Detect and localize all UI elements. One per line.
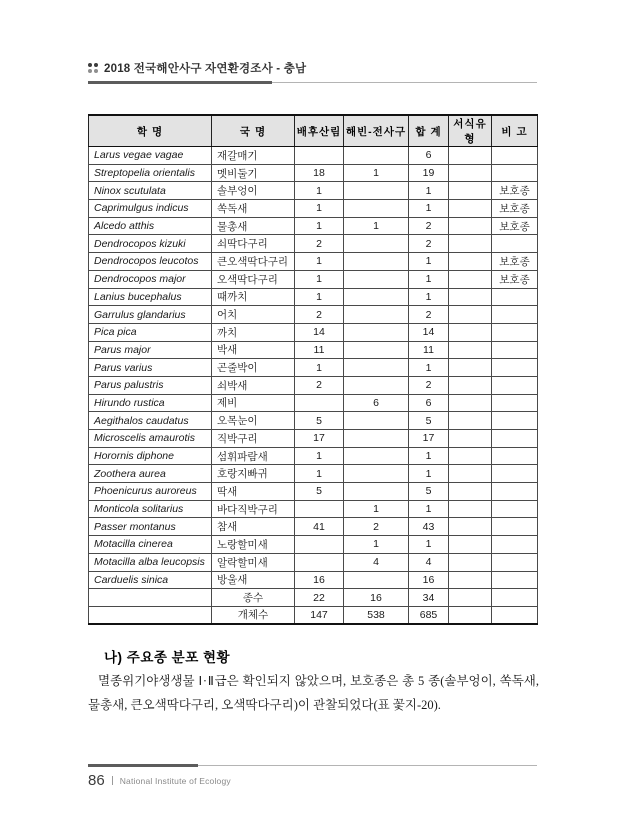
cell-note	[492, 394, 538, 412]
cell-korean-name: 재갈매기	[212, 147, 295, 165]
cell-total-count: 2	[409, 306, 449, 324]
cell-korean-name: 노랑할미새	[212, 536, 295, 554]
cell-habitat-type	[449, 536, 492, 554]
cell-back-forest-count	[295, 147, 344, 165]
cell-total-count: 19	[409, 164, 449, 182]
cell-scientific-name: Caprimulgus indicus	[89, 200, 212, 218]
section-heading: 나) 주요종 분포 현황	[104, 650, 231, 665]
cell-habitat-type	[449, 376, 492, 394]
cell-beach-foredune-count	[344, 465, 409, 483]
cell-korean-name: 솔부엉이	[212, 182, 295, 200]
cell-total-count: 14	[409, 323, 449, 341]
table-row	[89, 412, 538, 430]
cell-korean-name: 방울새	[212, 571, 295, 589]
cell-scientific-name: Motacilla cinerea	[89, 536, 212, 554]
cell-total-count: 1	[409, 359, 449, 377]
cell-scientific-name: Parus palustris	[89, 376, 212, 394]
table-row	[89, 518, 538, 536]
cell-scientific-name: Ninox scutulata	[89, 182, 212, 200]
cell-beach-foredune-count: 4	[344, 553, 409, 571]
cell-note	[492, 447, 538, 465]
cell-habitat-type	[449, 341, 492, 359]
cell-korean-name: 쇠박새	[212, 376, 295, 394]
cell-habitat-type	[449, 430, 492, 448]
cell-back-forest-count	[295, 536, 344, 554]
table-row	[89, 164, 538, 182]
page-footer	[88, 772, 231, 789]
cell-beach-foredune-count	[344, 235, 409, 253]
cell-scientific-name: Pica pica	[89, 323, 212, 341]
cell-scientific-name: Dendrocopos major	[89, 270, 212, 288]
table-row	[89, 200, 538, 218]
cell-note	[492, 430, 538, 448]
cell-total-count: 1	[409, 288, 449, 306]
cell-note	[492, 412, 538, 430]
cell-note	[492, 359, 538, 377]
cell-back-forest-count: 2	[295, 306, 344, 324]
cell-blank	[89, 606, 212, 624]
cell-note	[492, 465, 538, 483]
cell-beach-foredune-count	[344, 483, 409, 501]
cell-habitat-type	[449, 359, 492, 377]
cell-total-count: 34	[409, 589, 449, 607]
cell-beach-foredune-count	[344, 341, 409, 359]
cell-habitat-type	[449, 253, 492, 271]
cell-habitat-type	[449, 606, 492, 624]
cell-back-forest-count: 1	[295, 465, 344, 483]
cell-korean-name: 때까치	[212, 288, 295, 306]
cell-back-forest-count: 2	[295, 235, 344, 253]
header-rule	[88, 81, 537, 84]
cell-total-count: 1	[409, 500, 449, 518]
table-row	[89, 253, 538, 271]
cell-scientific-name: Passer montanus	[89, 518, 212, 536]
cell-note	[492, 536, 538, 554]
table-row	[89, 536, 538, 554]
col-header-total: 합 계	[409, 115, 449, 147]
cell-scientific-name: Parus varius	[89, 359, 212, 377]
cell-scientific-name: Hirundo rustica	[89, 394, 212, 412]
cell-total-count: 685	[409, 606, 449, 624]
cell-habitat-type	[449, 500, 492, 518]
cell-summary-label: 개체수	[212, 606, 295, 624]
table-row	[89, 147, 538, 165]
cell-korean-name: 직박구리	[212, 430, 295, 448]
cell-scientific-name: Microscelis amaurotis	[89, 430, 212, 448]
cell-note	[492, 483, 538, 501]
cell-note	[492, 288, 538, 306]
cell-scientific-name: Alcedo atthis	[89, 217, 212, 235]
cell-back-forest-count: 16	[295, 571, 344, 589]
cell-habitat-type	[449, 465, 492, 483]
cell-back-forest-count: 11	[295, 341, 344, 359]
cell-scientific-name: Parus major	[89, 341, 212, 359]
cell-scientific-name: Streptopelia orientalis	[89, 164, 212, 182]
table-row	[89, 217, 538, 235]
cell-blank	[89, 589, 212, 607]
cell-korean-name: 박새	[212, 341, 295, 359]
cell-beach-foredune-count	[344, 147, 409, 165]
cell-note	[492, 376, 538, 394]
cell-beach-foredune-count	[344, 182, 409, 200]
cell-korean-name: 알락할미새	[212, 553, 295, 571]
table-row	[89, 288, 538, 306]
cell-beach-foredune-count: 2	[344, 518, 409, 536]
cell-note	[492, 306, 538, 324]
species-table	[88, 114, 538, 625]
col-header-back-forest: 배후산림	[295, 115, 344, 147]
cell-korean-name: 멧비둘기	[212, 164, 295, 182]
cell-summary-label: 종수	[212, 589, 295, 607]
cell-beach-foredune-count: 538	[344, 606, 409, 624]
dots-grid-icon	[88, 63, 98, 73]
cell-back-forest-count	[295, 394, 344, 412]
col-header-korean-name: 국 명	[212, 115, 295, 147]
cell-note: 보호종	[492, 200, 538, 218]
table-row	[89, 306, 538, 324]
col-header-scientific-name: 학 명	[89, 115, 212, 147]
cell-korean-name: 어치	[212, 306, 295, 324]
cell-back-forest-count: 1	[295, 217, 344, 235]
cell-habitat-type	[449, 164, 492, 182]
cell-note	[492, 606, 538, 624]
cell-note	[492, 235, 538, 253]
cell-total-count: 1	[409, 270, 449, 288]
cell-korean-name: 바다직박구리	[212, 500, 295, 518]
cell-beach-foredune-count	[344, 447, 409, 465]
table-row	[89, 430, 538, 448]
cell-total-count: 4	[409, 553, 449, 571]
cell-back-forest-count: 5	[295, 412, 344, 430]
table-row	[89, 376, 538, 394]
cell-back-forest-count: 14	[295, 323, 344, 341]
cell-habitat-type	[449, 235, 492, 253]
cell-note: 보호종	[492, 253, 538, 271]
cell-total-count: 2	[409, 376, 449, 394]
table-row	[89, 500, 538, 518]
cell-beach-foredune-count	[344, 412, 409, 430]
cell-korean-name: 딱새	[212, 483, 295, 501]
section-paragraph: 멸종위기야생생물 Ⅰ·Ⅱ급은 확인되지 않았으며, 보호종은 총 5 종(솔부엉이, 쏙독새, 물총새, 큰오색딱다구리, 오색딱다구리)이 관찰되었다(표 꽃지-20).	[88, 674, 539, 712]
footer-institute: National Institute of Ecology	[119, 775, 231, 786]
cell-scientific-name: Dendrocopos leucotos	[89, 253, 212, 271]
cell-beach-foredune-count: 1	[344, 164, 409, 182]
table-header-row	[89, 115, 538, 147]
cell-scientific-name: Dendrocopos kizuki	[89, 235, 212, 253]
footer-rule	[88, 764, 537, 767]
cell-back-forest-count: 1	[295, 182, 344, 200]
cell-korean-name: 제비	[212, 394, 295, 412]
cell-note	[492, 589, 538, 607]
cell-note	[492, 500, 538, 518]
cell-total-count: 6	[409, 394, 449, 412]
cell-beach-foredune-count: 1	[344, 217, 409, 235]
cell-total-count: 6	[409, 147, 449, 165]
cell-korean-name: 까치	[212, 323, 295, 341]
cell-back-forest-count	[295, 553, 344, 571]
running-header	[88, 60, 537, 84]
cell-scientific-name: Horornis diphone	[89, 447, 212, 465]
cell-total-count: 1	[409, 536, 449, 554]
cell-scientific-name: Monticola solitarius	[89, 500, 212, 518]
cell-total-count: 1	[409, 200, 449, 218]
cell-beach-foredune-count	[344, 430, 409, 448]
summary-row	[89, 606, 538, 624]
cell-back-forest-count: 1	[295, 200, 344, 218]
cell-total-count: 1	[409, 447, 449, 465]
cell-total-count: 1	[409, 182, 449, 200]
cell-beach-foredune-count: 1	[344, 536, 409, 554]
table-row	[89, 341, 538, 359]
cell-korean-name: 오목눈이	[212, 412, 295, 430]
table-row	[89, 465, 538, 483]
cell-back-forest-count: 1	[295, 270, 344, 288]
cell-back-forest-count: 2	[295, 376, 344, 394]
cell-beach-foredune-count: 6	[344, 394, 409, 412]
cell-korean-name: 참새	[212, 518, 295, 536]
cell-beach-foredune-count	[344, 288, 409, 306]
cell-total-count: 43	[409, 518, 449, 536]
cell-total-count: 5	[409, 412, 449, 430]
cell-beach-foredune-count	[344, 359, 409, 377]
cell-total-count: 5	[409, 483, 449, 501]
cell-habitat-type	[449, 518, 492, 536]
cell-back-forest-count: 22	[295, 589, 344, 607]
cell-korean-name: 쇠딱다구리	[212, 235, 295, 253]
table-row	[89, 483, 538, 501]
cell-scientific-name: Carduelis sinica	[89, 571, 212, 589]
cell-back-forest-count: 5	[295, 483, 344, 501]
col-header-beach-foredune: 해빈-전사구	[344, 115, 409, 147]
cell-korean-name: 곤줄박이	[212, 359, 295, 377]
document-title: 2018 전국해안사구 자연환경조사 - 충남	[104, 63, 307, 75]
cell-korean-name: 물총새	[212, 217, 295, 235]
cell-note	[492, 147, 538, 165]
table-row	[89, 447, 538, 465]
table-row	[89, 553, 538, 571]
cell-note: 보호종	[492, 182, 538, 200]
cell-note: 보호종	[492, 270, 538, 288]
cell-note	[492, 323, 538, 341]
cell-total-count: 1	[409, 253, 449, 271]
table-row	[89, 235, 538, 253]
cell-beach-foredune-count	[344, 571, 409, 589]
cell-habitat-type	[449, 182, 492, 200]
cell-scientific-name: Lanius bucephalus	[89, 288, 212, 306]
cell-habitat-type	[449, 483, 492, 501]
cell-scientific-name: Motacilla alba leucopsis	[89, 553, 212, 571]
table-row	[89, 182, 538, 200]
table-row	[89, 359, 538, 377]
cell-beach-foredune-count	[344, 270, 409, 288]
cell-total-count: 2	[409, 235, 449, 253]
cell-note	[492, 164, 538, 182]
cell-korean-name: 호랑지빠귀	[212, 465, 295, 483]
cell-korean-name: 큰오색딱다구리	[212, 253, 295, 271]
cell-note	[492, 571, 538, 589]
cell-habitat-type	[449, 394, 492, 412]
cell-habitat-type	[449, 270, 492, 288]
cell-beach-foredune-count	[344, 306, 409, 324]
cell-total-count: 16	[409, 571, 449, 589]
cell-scientific-name: Zoothera aurea	[89, 465, 212, 483]
cell-back-forest-count: 147	[295, 606, 344, 624]
cell-beach-foredune-count	[344, 253, 409, 271]
cell-scientific-name: Aegithalos caudatus	[89, 412, 212, 430]
cell-habitat-type	[449, 323, 492, 341]
cell-habitat-type	[449, 200, 492, 218]
cell-habitat-type	[449, 217, 492, 235]
cell-back-forest-count: 1	[295, 447, 344, 465]
col-header-note: 비 고	[492, 115, 538, 147]
species-table-container	[88, 114, 537, 625]
cell-beach-foredune-count	[344, 376, 409, 394]
col-header-habitat-type: 서식유형	[449, 115, 492, 147]
cell-back-forest-count: 18	[295, 164, 344, 182]
cell-back-forest-count	[295, 500, 344, 518]
cell-back-forest-count: 1	[295, 253, 344, 271]
cell-habitat-type	[449, 306, 492, 324]
cell-note	[492, 553, 538, 571]
cell-total-count: 11	[409, 341, 449, 359]
cell-back-forest-count: 17	[295, 430, 344, 448]
table-row	[89, 270, 538, 288]
footer-separator	[112, 776, 113, 785]
table-row	[89, 394, 538, 412]
cell-korean-name: 쏙독새	[212, 200, 295, 218]
cell-scientific-name: Larus vegae vagae	[89, 147, 212, 165]
page-number: 86	[88, 772, 105, 789]
cell-scientific-name: Phoenicurus auroreus	[89, 483, 212, 501]
summary-row	[89, 589, 538, 607]
cell-habitat-type	[449, 571, 492, 589]
table-row	[89, 571, 538, 589]
cell-back-forest-count: 41	[295, 518, 344, 536]
cell-habitat-type	[449, 412, 492, 430]
cell-note	[492, 341, 538, 359]
cell-total-count: 2	[409, 217, 449, 235]
cell-note	[492, 518, 538, 536]
cell-total-count: 17	[409, 430, 449, 448]
table-row	[89, 323, 538, 341]
cell-korean-name: 섬휘파람새	[212, 447, 295, 465]
cell-back-forest-count: 1	[295, 359, 344, 377]
cell-note: 보호종	[492, 217, 538, 235]
cell-habitat-type	[449, 589, 492, 607]
cell-habitat-type	[449, 288, 492, 306]
cell-habitat-type	[449, 447, 492, 465]
cell-beach-foredune-count: 16	[344, 589, 409, 607]
cell-total-count: 1	[409, 465, 449, 483]
cell-scientific-name: Garrulus glandarius	[89, 306, 212, 324]
cell-korean-name: 오색딱다구리	[212, 270, 295, 288]
cell-habitat-type	[449, 553, 492, 571]
cell-beach-foredune-count	[344, 200, 409, 218]
cell-beach-foredune-count	[344, 323, 409, 341]
cell-habitat-type	[449, 147, 492, 165]
cell-back-forest-count: 1	[295, 288, 344, 306]
cell-beach-foredune-count: 1	[344, 500, 409, 518]
